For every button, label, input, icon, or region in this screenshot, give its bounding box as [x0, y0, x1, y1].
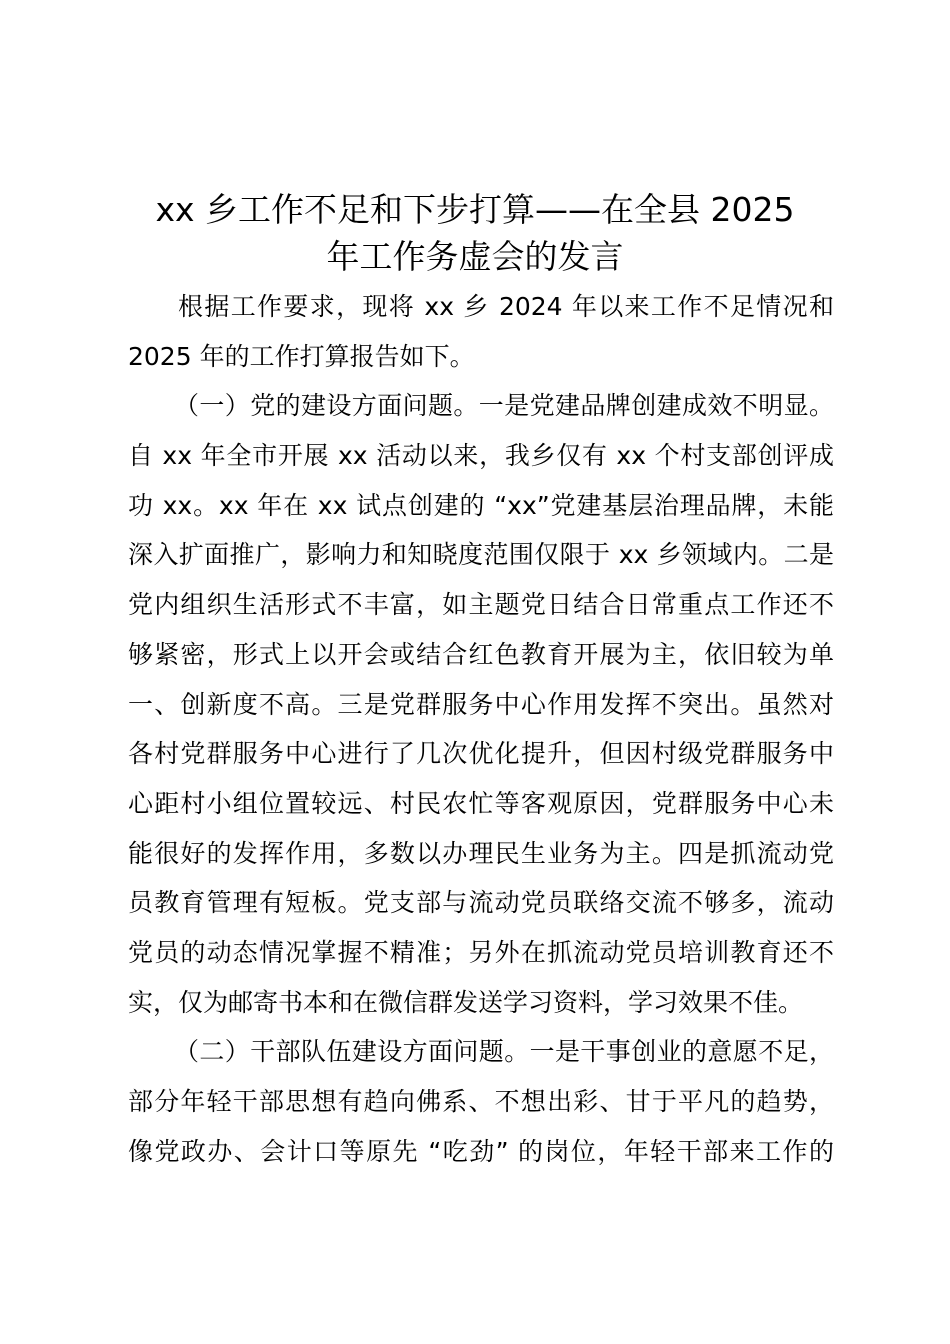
text-line: 员教育管理有短板。党支部与流动党员联络交流不够多，流动 — [128, 888, 834, 918]
paragraph-intro — [128, 282, 834, 381]
text-line: 根据工作要求，现将 xx 乡 2024 年以来工作不足情况和 — [178, 292, 834, 321]
text-line: （二）干部队伍建设方面问题。一是干事创业的意愿不足， — [174, 1037, 834, 1067]
text-line: 深入扩面推广，影响力和知晓度范围仅限于 xx 乡领域内。二是 — [128, 540, 834, 570]
text-line: 能很好的发挥作用，多数以办理民生业务为主。四是抓流动党 — [128, 838, 834, 868]
paragraph-party-building — [128, 381, 834, 1027]
text-line: 自 xx 年全市开展 xx 活动以来，我乡仅有 xx 个村支部创评成 — [128, 441, 834, 471]
document-body — [128, 282, 834, 1176]
title-line-1: xx 乡工作不足和下步打算——在全县 2025 — [155, 190, 795, 229]
document-title — [100, 186, 850, 280]
text-line: 部分年轻干部思想有趋向佛系、不想出彩、甘于平凡的趋势， — [128, 1087, 834, 1116]
paragraph-cadre-team — [128, 1027, 834, 1176]
text-line: 功 xx。xx 年在 xx 试点创建的 “xx”党建基层治理品牌，未能 — [128, 490, 834, 520]
text-line: 一、创新度不高。三是党群服务中心作用发挥不突出。虽然对 — [128, 689, 834, 719]
text-line: 2025 年的工作打算报告如下。 — [128, 341, 475, 371]
text-line: 各村党群服务中心进行了几次优化提升，但因村级党群服务中 — [128, 739, 834, 769]
text-line: 实，仅为邮寄书本和在微信群发送学习资料，学习效果不佳。 — [128, 987, 804, 1017]
text-line: 够紧密，形式上以开会或结合红色教育开展为主，依旧较为单 — [128, 639, 834, 669]
text-line: （一）党的建设方面问题。一是党建品牌创建成效不明显。 — [174, 391, 834, 421]
text-line: 心距村小组位置较远、村民农忙等客观原因，党群服务中心未 — [128, 788, 834, 818]
text-line: 像党政办、会计口等原先 “吃劲” 的岗位，年轻干部来工作的 — [128, 1136, 834, 1166]
text-line: 党内组织生活形式不丰富，如主题党日结合日常重点工作还不 — [128, 590, 834, 620]
title-line-2: 年工作务虚会的发言 — [326, 237, 624, 276]
text-line: 党员的动态情况掌握不精准；另外在抓流动党员培训教育还不 — [128, 937, 834, 967]
